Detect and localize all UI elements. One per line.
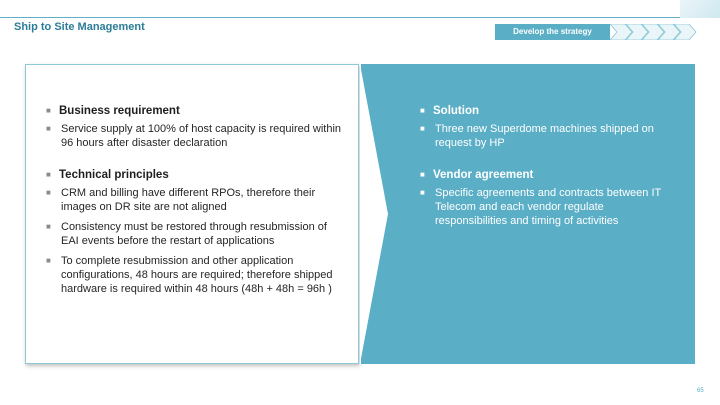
bullet-icon: ■ bbox=[46, 256, 51, 265]
panel-arrow-icon bbox=[360, 64, 390, 364]
bullet-icon: ■ bbox=[420, 170, 425, 179]
technical-principles-section bbox=[46, 168, 346, 296]
bullet-icon: ■ bbox=[46, 106, 51, 115]
section-heading: Vendor agreement bbox=[433, 169, 534, 181]
section-heading: Technical principles bbox=[59, 169, 169, 181]
list-item: ■ To complete resubmission and other application configurations, 48 hours are required; therefore shipped hardware is required within 48 hours (48h + 48h = 96h ) bbox=[46, 255, 333, 295]
bullet-icon: ■ bbox=[46, 188, 51, 197]
list-item: ■ Three new Superdome machines shipped on request by HP bbox=[420, 123, 654, 149]
bullet-icon: ■ bbox=[420, 188, 425, 197]
header-rule bbox=[0, 17, 720, 18]
solution-column bbox=[420, 104, 670, 246]
page-number: 65 bbox=[697, 388, 704, 394]
slide-title: Ship to Site Management bbox=[14, 21, 145, 33]
stage-indicator bbox=[495, 24, 705, 40]
list-item: ■ Specific agreements and contracts between IT Telecom and each vendor regulate responsibilities and timing of activities bbox=[420, 187, 662, 227]
requirements-column bbox=[46, 104, 346, 314]
list-item: ■ Consistency must be restored through resubmission of EAI events before the restart of applications bbox=[46, 221, 327, 247]
corner-accent bbox=[680, 0, 720, 18]
bullet-icon: ■ bbox=[420, 124, 425, 133]
vendor-agreement-section bbox=[420, 168, 670, 228]
bullet-icon: ■ bbox=[46, 222, 51, 231]
stage-label: Develop the strategy bbox=[495, 24, 610, 40]
bullet-icon: ■ bbox=[420, 106, 425, 115]
solution-section bbox=[420, 104, 670, 150]
section-heading: Solution bbox=[433, 105, 479, 117]
bullet-icon: ■ bbox=[46, 170, 51, 179]
list-item: ■ CRM and billing have different RPOs, therefore their images on DR site are not aligned bbox=[46, 187, 316, 213]
business-requirement-section bbox=[46, 104, 346, 150]
section-heading: Business requirement bbox=[59, 105, 180, 117]
bullet-icon: ■ bbox=[46, 124, 51, 133]
chevron-progress-icon bbox=[610, 24, 705, 40]
list-item: ■ Service supply at 100% of host capacity is required within 96 hours after disaster declaration bbox=[46, 123, 342, 149]
